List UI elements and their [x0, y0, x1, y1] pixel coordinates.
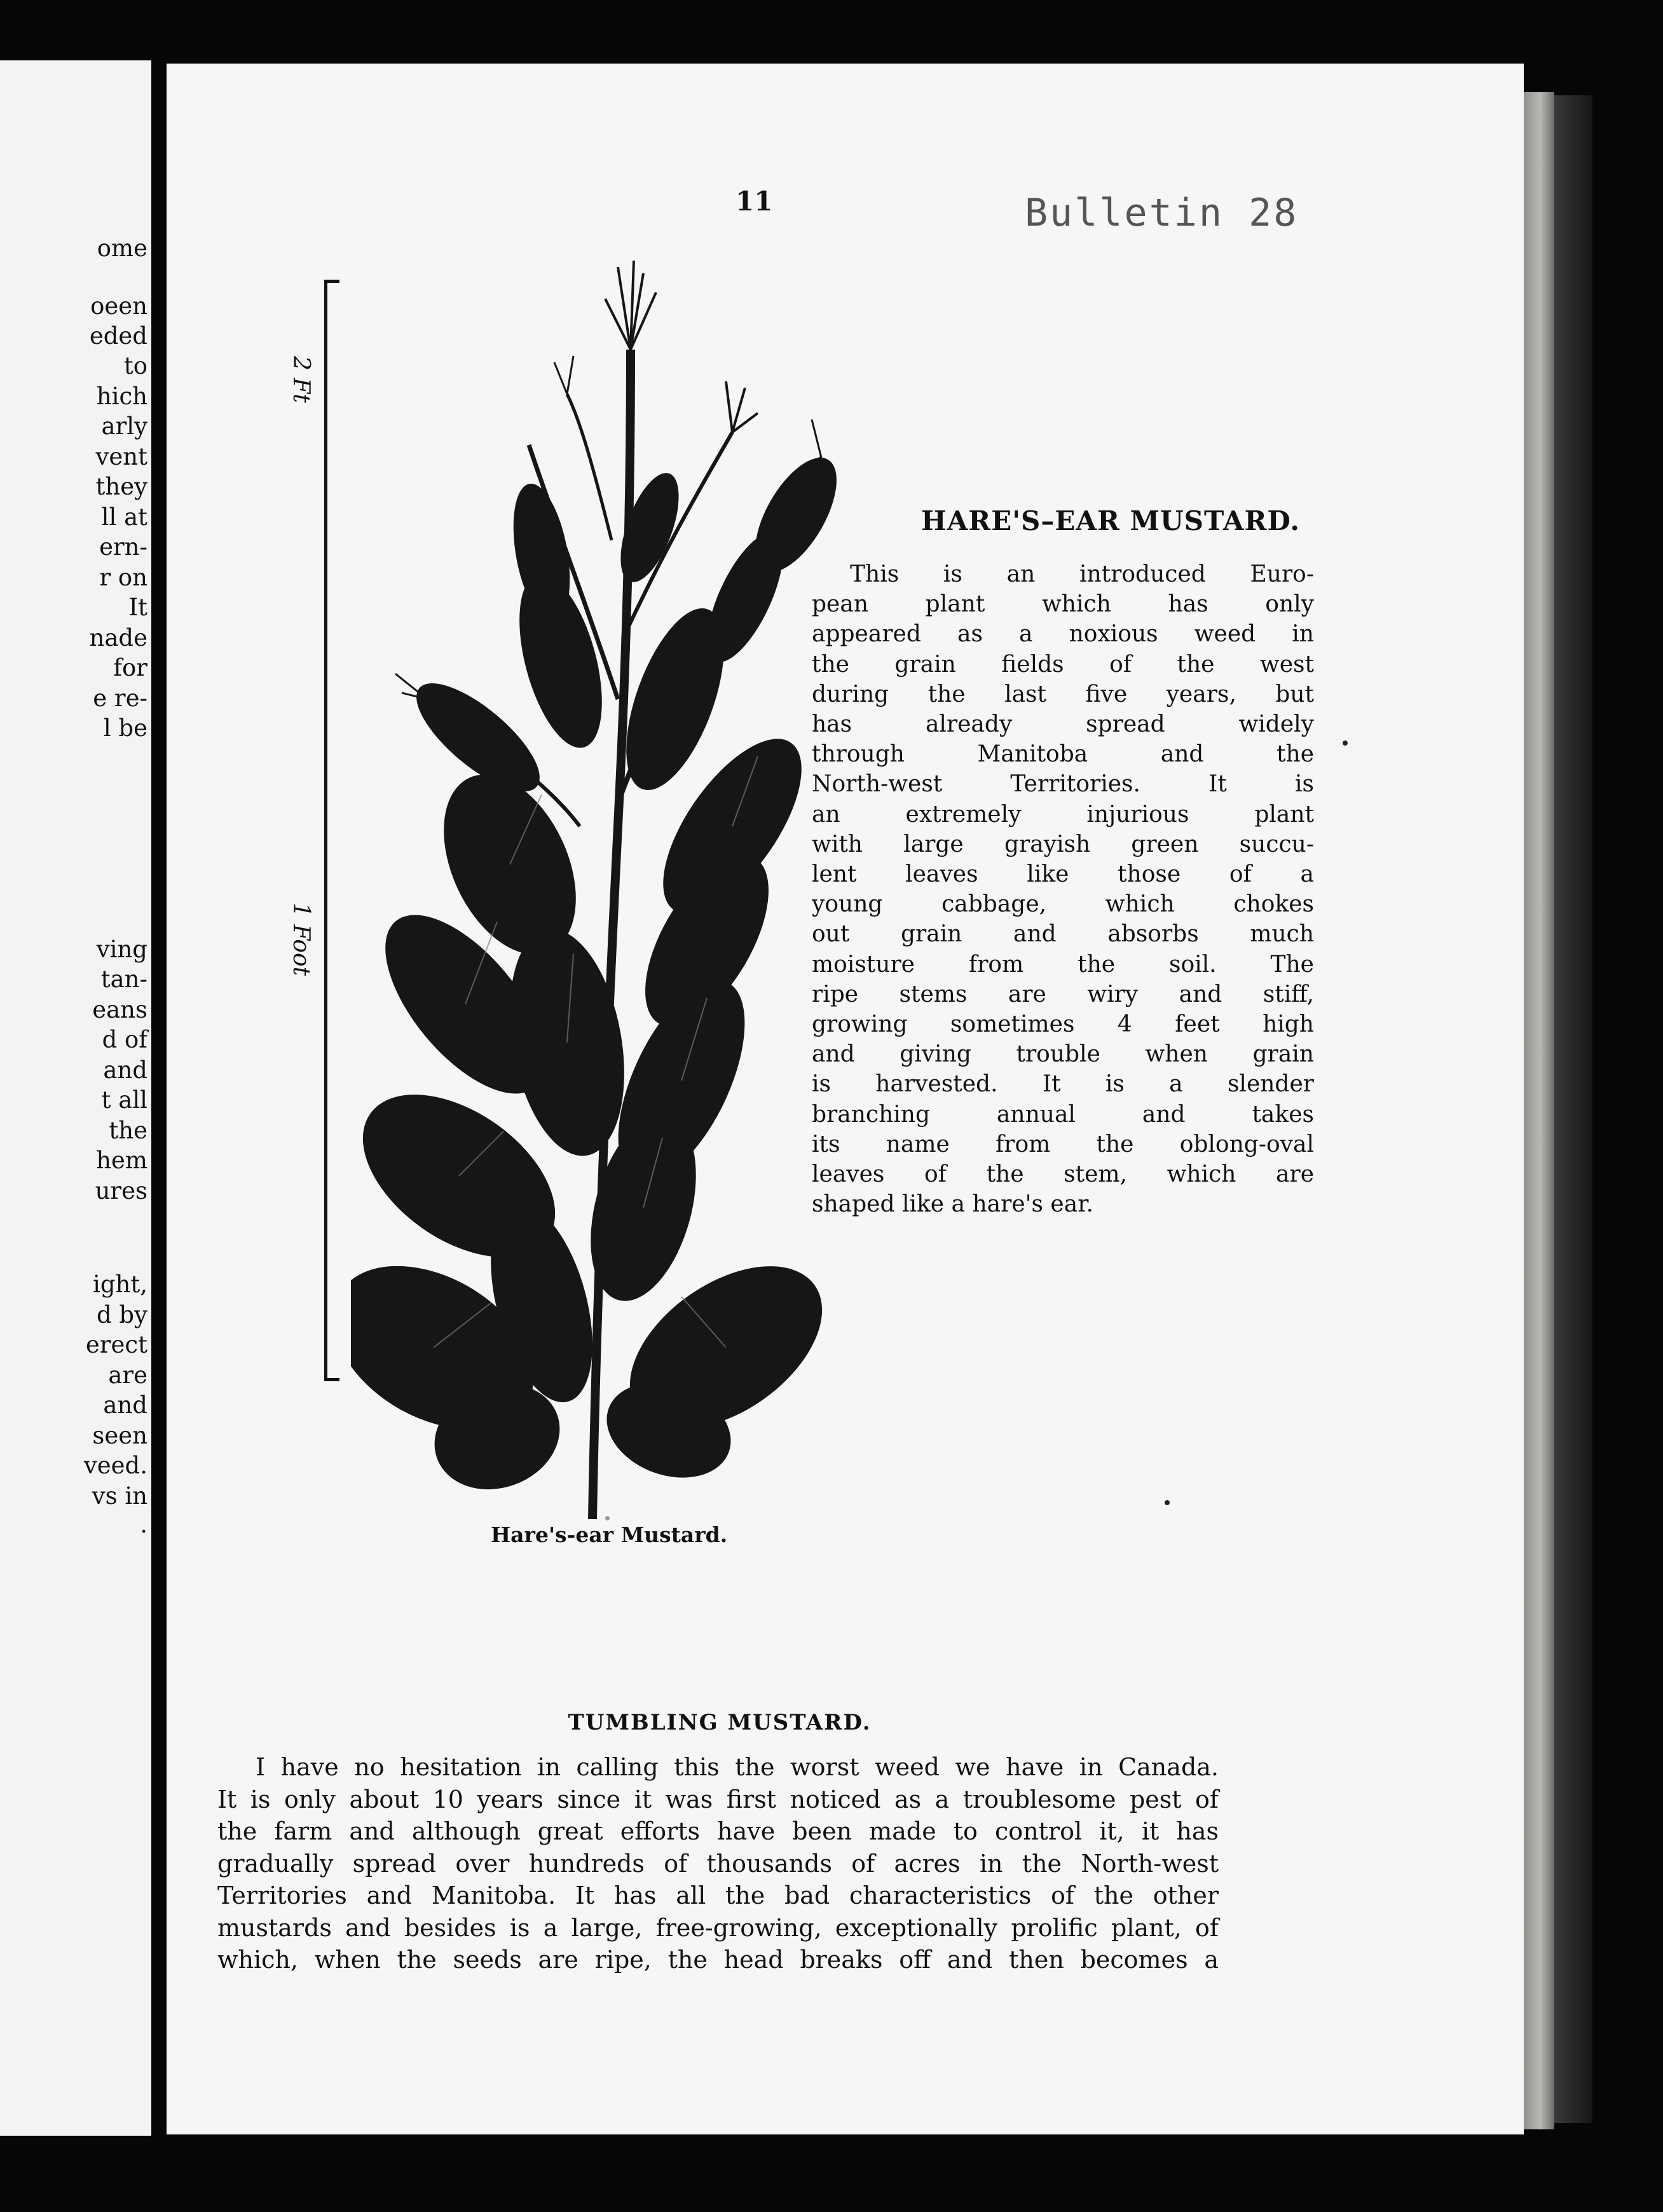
left-page-text-fragment: erect — [85, 1331, 147, 1358]
left-page-text-fragment: arly — [101, 413, 147, 440]
left-page-text-fragment: ving — [96, 936, 147, 963]
left-page-text-fragment: ern- — [99, 533, 147, 561]
left-page-text-fragment: d by — [96, 1301, 147, 1328]
text-line: ripe stems are wiry and stiff, — [812, 981, 1314, 1007]
text-line: and giving trouble when grain — [812, 1041, 1314, 1068]
left-page-text-fragment: seen — [92, 1422, 147, 1449]
text-line: is harvested. It is a slender — [812, 1071, 1314, 1098]
text-line: the farm and although great efforts have been made to control it, it has — [217, 1817, 1219, 1845]
text-line: during the last five years, but — [812, 681, 1314, 707]
left-page-text-fragment: vent — [95, 443, 147, 470]
book-cover-edge — [1554, 95, 1592, 2123]
left-page-text-fragment: for — [113, 654, 147, 681]
left-page-text-fragment: hich — [96, 383, 147, 410]
text-line: an extremely injurious plant — [812, 801, 1314, 828]
left-page-text-fragment: are — [108, 1362, 147, 1389]
left-page-text-fragment: vs in — [92, 1482, 147, 1510]
article2-body — [217, 1751, 1219, 1976]
text-line: through Manitoba and the — [812, 741, 1314, 768]
left-page-text-fragment: ll at — [101, 503, 147, 531]
text-line: appeared as a noxious weed in — [812, 621, 1314, 648]
text-line: I have no hesitation in calling this the worst weed we have in Canada. — [256, 1753, 1219, 1781]
left-page-text-fragment: eans — [92, 996, 147, 1023]
left-page-text-fragment: . — [140, 1511, 147, 1538]
left-page-text-fragment: hem — [96, 1147, 147, 1174]
left-page-text-fragment: veed. — [83, 1452, 147, 1479]
scale-label-2ft: 2 Ft — [288, 356, 314, 403]
scan-speck — [1165, 1500, 1170, 1505]
text-line: This is an introduced Euro- — [850, 561, 1314, 587]
text-line: North-west Territories. It is — [812, 771, 1314, 798]
left-page-text-fragment: tan- — [100, 966, 147, 993]
section-title-hares-ear-mustard: HARE'S–EAR MUSTARD. — [921, 505, 1300, 536]
text-line: leaves of the stem, which are — [812, 1161, 1314, 1188]
left-page-text-fragment: e re- — [93, 685, 147, 712]
left-page-text-fragment: It — [128, 594, 147, 621]
scale-label-1foot: 1 Foot — [288, 903, 314, 976]
left-page-text-fragment: and — [103, 1056, 147, 1084]
scan-speck — [1343, 741, 1348, 746]
scale-tick-bottom — [324, 1378, 339, 1381]
text-line: out grain and absorbs much — [812, 921, 1314, 948]
text-line: lent leaves like those of a — [812, 861, 1314, 888]
left-page-edge — [0, 60, 151, 2136]
text-line: its name from the oblong-oval — [812, 1131, 1314, 1157]
text-line: mustards and besides is a large, free-growing, exceptionally prolific plant, of — [217, 1913, 1219, 1942]
left-page-text-fragment: they — [95, 473, 147, 500]
left-page-text-fragment: the — [109, 1117, 147, 1144]
scan-speck — [605, 1516, 610, 1520]
text-line: moisture from the soil. The — [812, 951, 1314, 978]
text-line: young cabbage, which chokes — [812, 891, 1314, 918]
article1-body — [812, 559, 1314, 1219]
text-line: has already spread widely — [812, 711, 1314, 738]
hares-ear-mustard-illustration — [351, 254, 879, 1519]
page-number: 11 — [736, 186, 773, 217]
text-line: gradually spread over hundreds of thousands of acres in the North-west — [217, 1849, 1219, 1878]
plant-figure — [243, 254, 891, 1547]
text-line: with large grayish green succu- — [812, 831, 1314, 857]
left-page-text-fragment: nade — [89, 624, 147, 652]
left-page-text-fragment: eded — [89, 322, 147, 350]
left-page-text-fragment: d of — [102, 1026, 147, 1053]
text-line: branching annual and takes — [812, 1101, 1314, 1128]
section-title-tumbling-mustard: TUMBLING MUSTARD. — [568, 1710, 872, 1735]
left-page-text-fragment: ome — [97, 235, 147, 262]
bulletin-stamp: Bulletin 28 — [1025, 191, 1299, 235]
left-page-text-fragment: oeen — [90, 292, 147, 320]
figure-caption: Hare's-ear Mustard. — [491, 1522, 728, 1547]
left-page-text-fragment: r on — [99, 564, 147, 591]
left-page-text-fragment: and — [103, 1391, 147, 1419]
scale-bar — [324, 280, 327, 1379]
text-line: the grain fields of the west — [812, 651, 1314, 678]
text-line: growing sometimes 4 feet high — [812, 1011, 1314, 1038]
scale-tick-top — [324, 280, 339, 283]
text-line: which, when the seeds are ripe, the head breaks off and then becomes a — [217, 1946, 1219, 1974]
left-page-text-fragment: l be — [103, 714, 147, 742]
text-line: shaped like a hare's ear. — [812, 1191, 1093, 1218]
left-page-text-fragment: t all — [101, 1086, 147, 1114]
text-line: It is only about 10 years since it was first noticed as a troublesome pest of — [217, 1785, 1219, 1813]
text-line: Territories and Manitoba. It has all the bad characteristics of the other — [217, 1881, 1219, 1909]
left-page-text-fragment: ight, — [93, 1271, 147, 1298]
text-line: pean plant which has only — [812, 591, 1314, 618]
left-page-text-fragment: to — [123, 352, 147, 379]
document-page — [167, 64, 1524, 2134]
left-page-text-fragment: ures — [95, 1177, 147, 1205]
